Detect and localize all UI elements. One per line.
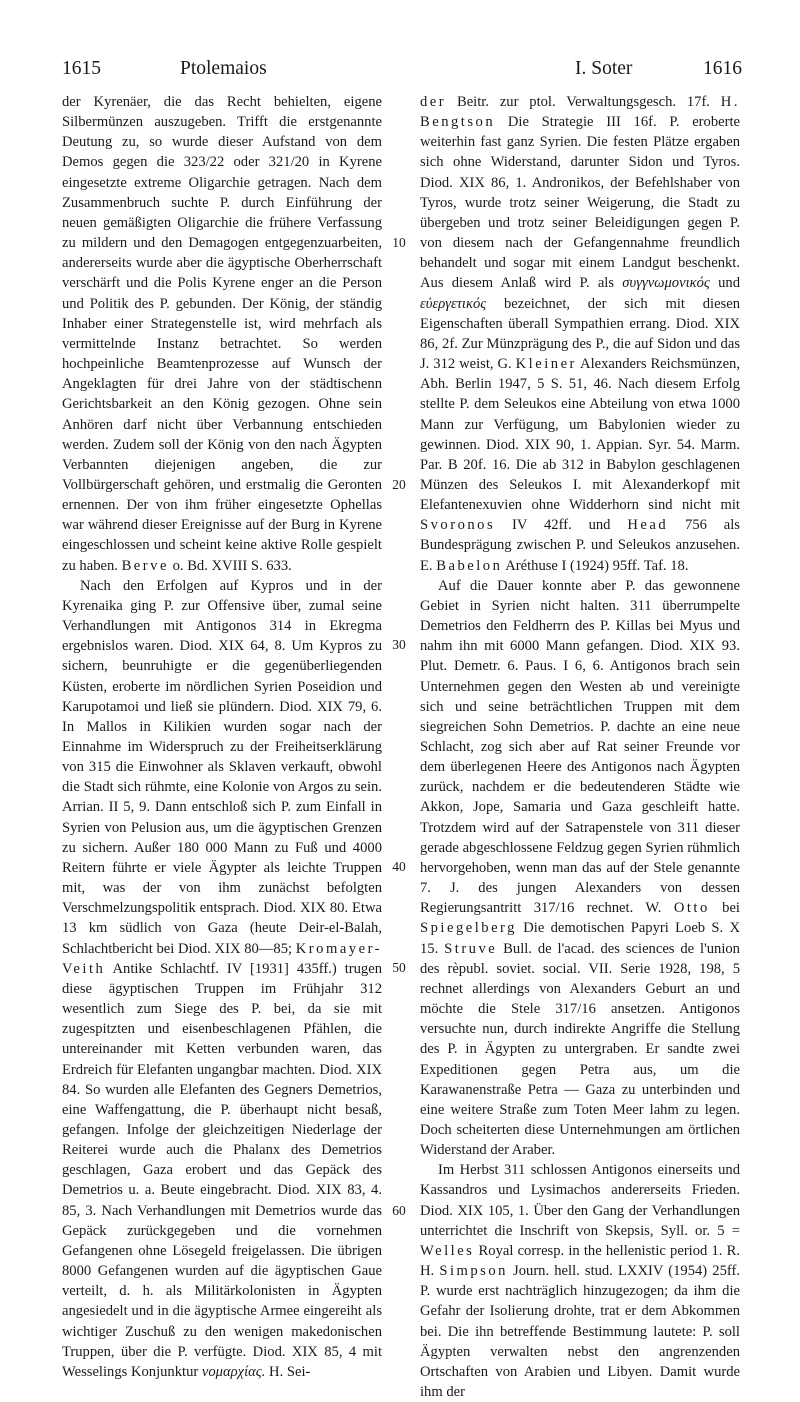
author-name: Otto [673, 900, 710, 917]
author-name: Babelon [436, 557, 503, 574]
running-title-left: Ptolemaios [180, 58, 267, 79]
author-name: Svoronos [420, 517, 496, 534]
left-column [62, 92, 382, 1382]
greek-term: νομαρχίας. [201, 1363, 266, 1380]
paragraph [62, 92, 382, 576]
author-name: Struve [444, 940, 498, 957]
paragraph-text: Aréthuse I (1924) 95ff. Taf. 18. [505, 557, 689, 574]
conjunction: und [718, 275, 740, 292]
author-name: H. Bengtson [420, 94, 740, 131]
author-name: Welles [420, 1242, 475, 1259]
right-column [420, 92, 740, 1402]
page-number-right: 1616 [703, 58, 742, 79]
paragraph [420, 92, 740, 576]
line-number: 40 [392, 859, 406, 874]
paragraph-text: Antike Schlachtf. IV [1931] 435ff.) trugen diese ägyptischen Truppen im Frühjahr 312 wesentlich zum Siege des P. bei, da sie mit zugespitzten und eisenbeschlagenen Pfählen, die untereinander mit Ketten verbunden waren, das Erdreich für Elefanten ungangbar machten. Diod. XIX 84. So wurden alle Elefanten des Gegners Demetrios, eine Waffengattung, die P. überhaupt nicht besaß, gefangen. Infolge der gleichzeitigen Niederlage der Reiterei wurde auch die Phalanx des Demetrios geschlagen, Gaza erobert und das Gepäck des Demetrios u. a. Beute eingebracht. Diod. XIX 83, 4. 85, 3. Nach Verhandlungen mit Demetrios wurde das Gepäck zurückgegeben und die vornehmen Gefangenen ohne Lösegeld freigelassen. Die übrigen 8000 Gefangenen wurden auf die ägyptischen Gaue verteilt, d. h. als Militärkolonisten in Ägypten angesiedelt und in die ägyptische Armee eingereiht als wichtiger Zuschuß zu den wenigen makedonischen Truppen, über die P. verfügte. Diod. XIX 85, 4 mit Wesselings Konjunktur [62, 960, 383, 1380]
author-name: H. Sei- [269, 1363, 311, 1380]
paragraph-text: Journ. hell. stud. LXXIV (1954) 25ff. P. wurde erst nachträglich hinzugezogen; da ihm die Gefahr der Isolierung drohte, trat er dem Abkommen bei. Die ihn betreffende Bestimmung lautete: P. soll Ägypten verwalten nebst den angrenzenden Ortschaften von Arabien und Libyen. Damit wurde ihm der [420, 1263, 740, 1400]
paragraph-text: Im Herbst 311 schlossen Antigonos einerseits und Kassandros und Lysimachos andererseits Frieden. Diod. XIX 105, 1. Über den Gang der Verhandlungen unterrichtet die Inschrift von Skepsis, Syll. or. 5 = [420, 1162, 740, 1239]
paragraph-text: Royal corresp. in the hellenistic period 1. R. H. [420, 1242, 741, 1280]
page-number-left: 1615 [62, 58, 101, 79]
author-name: Spiegelberg [420, 920, 517, 937]
paragraph-text: Auf die Dauer konnte aber P. das gewonnene Gebiet in Syrien nicht halten. 311 überrumpelte Demetrios den Feldherrn des P. Killas bei Myus und nahm ihn mit 6000 Mann gefangen. Diod. XIX 93. Plut. Demetr. 6. Paus. I 6, 6. Antigonos brach sein Unternehmen gegen den Westen ab und vereinigte sich und seine beträchtlichen Truppen mit dem siegreichen Sohn Demetrios. P. dachte an eine neue Schlacht, zog sich aber auf Rat seiner Freunde vor dem überlegenen Heere des Antigonos nach Ägypten zurück, nachdem er die bedeutenderen Städte wie Akkon, Jope, Samaria und Gaza geschleift hatte. Trotzdem wird auf der Satrapenstele von 311 dieser gerade abgeschlossene Feldzug gegen Syrien rühmlich hervorgehoben, wenn man das auf der Stele genannte 7. J. des jungen Alexanders von dessen Regierungsantritt 317/16 rechnet. W. [420, 577, 740, 917]
line-number: 30 [392, 637, 406, 652]
paragraph [420, 576, 740, 1161]
paragraph-text: Bull. de l'acad. des sciences de l'union des rèpubl. soviet. social. VII. Serie 1928, 198, 5 rechnet allerdings von Alexanders Geburt an und möchte die Stele 317/16 ansetzen. Antigonos versuchte nun, durch indirekte Angriffe die Stellung des P. in Ägypten zu untergraben. Er sandte zwei Expeditionen gegen Petra aus, um die Karawanenstraße Petra — Gaza zu unterbinden und eine weitere Straße zum Toten Meer lahm zu legen. Doch scheiterten diese Unternehmungen am örtlichen Widerstand der Araber. [420, 940, 740, 1159]
line-number: 50 [392, 960, 406, 975]
paragraph-text: Die demotischen Papyri Loeb S. X 15. [420, 920, 740, 957]
paragraph-text: IV 42ff. und [512, 517, 611, 534]
paragraph-text: bei [722, 900, 740, 917]
reference-text: o. Bd. XVIII S. 633. [172, 557, 292, 574]
author-name: Kleiner [515, 356, 577, 373]
paragraph-text: Die Strategie III 16f. P. eroberte weiterhin fast ganz Syrien. Die festen Plätze ergaben sich ohne Widerstand, darunter Sidon und Tyros. Diod. XIX 86, 1. Andronikos, der Befehlshaber von Tyros, wurde trotz seiner Weigerung, die Stadt zu übergeben und trotz seiner Beleidigungen gegen P. von diesem nach der Gefangennahme freundlich behandelt und sogar mit einem Landgut beschenkt. Aus diesem Anlaß wird P. als [420, 114, 740, 292]
greek-term: συγγνωμονικός [622, 275, 710, 292]
line-number: 10 [392, 235, 406, 250]
paragraph-text: Nach den Erfolgen auf Kypros und in der Kyrenaika ging P. zur Offensive über, zumal seine Verhandlungen mit Antigonos 314 in Ekregma ergebnislos waren. Diod. XIX 64, 8. Um Kypros zu sichern, beunruhigte er die gegenüberliegenden Küsten, eroberte im nördlichen Syrien Poseidion und Karupotamoi und ließ sie plündern. Diod. XIX 79, 6. In Mallos in Kilikien wurden sogar nach der Einnahme im Widerspruch zu der Freiheitserklärung von 315 die Einwohner als Sklaven verkauft, obwohl die Stadt sich rühmte, eine Kolonie von Argos zu sein. Arrian. II 5, 9. Dann entschloß sich P. zum Einfall in Syrien von Pelusion aus, um die ägyptischen Grenzen zu sichern. Außer 180 000 Mann zu Fuß und 4000 Reitern führte er viele Ägypter als leichte Truppen mit, was der von ihm zunächst befolgten Verschmelzungspolitik entsprach. Diod. XIX 80. Etwa 13 km südlich von Gaza (heute Deir-el-Balah, Schlachtbericht bei Diod. XIX 80—85; [62, 577, 382, 957]
page-header [62, 58, 742, 84]
paragraph-text: der Kyrenäer, die das Recht behielten, eigene Silbermünzen auszugeben. Trifft die erstgenannte Deutung zu, so wurde dieser Aufstand von dem Demos gegen die 323/22 oder 321/20 in Kyrene eingesetzte extreme Oligarchie getragen. Nach dem Zusammenbruch suchte P. durch Einführung der neuen gemäßigten Oligarchie die frühere Verfassung zu mildern und den Demagogen entgegenzuarbeiten, andererseits wurde aber die ägyptische Oberherrschaft verschärft und die Polis Kyrene enger an die Person und Politik des P. gebunden. Der König, der ständig Inhaber einer Strategenstelle ist, wird mehrfach als vermittelnde Instanz betrachtet. So werden hochpeinliche Beamtenprozesse auf Wunsch der Angeklagten für drei Jahre von der städtischenn Gerichtsbarkeit an den König gezogen. Ohne sein Anhören darf nicht über Verbannung entschieden werden. Zudem soll der König von den nach Ägypten Verbannten diejenigen angeben, die zur Vollbürgerschaft gehören, und erstmalig die Geronten ernennen. Der von ihm früher eingesetzte Ophellas war während dieser Ereignisse auf der Burg in Kyrene eingeschlossen und scheint keine aktive Rolle gespielt zu haben. [62, 94, 382, 574]
paragraph [420, 1160, 740, 1402]
greek-term: εὐεργετικός [420, 295, 487, 312]
author-name: Kromayer-Veith [62, 940, 382, 977]
line-number: 20 [392, 477, 406, 492]
paragraph-text: Alexanders Reichsmünzen, Abh. Berlin 1947, 5 S. 51, 46. Nach diesem Erfolg stellte P. dem Seleukos eine Abteilung von etwa 1000 Mann zur Verfügung, um Babylonien wieder zu gewinnen. Diod. XIX 90, 1. Appian. Syr. 54. Marm. Par. B 20f. 16. Die ab 312 in Babylon geschlagenen Münzen des Seleukos I. mit Alexanderkopf mit Elefantenexuvien ohne Widderhorn sind nicht mit [420, 356, 741, 514]
author-name: Head [627, 517, 669, 534]
paragraph-text: Beitr. zur ptol. Verwaltungsgesch. 17f. [456, 94, 710, 110]
author-name: der [420, 94, 447, 110]
paragraph-text: bezeichnet, der sich mit diesen Eigenschaften überall Sympathien errang. Diod. XIX 86, 2f. Zur Münzprägung des P., die auf Sidon und das J. 312 weist, G. [420, 295, 741, 373]
running-title-right: I. Soter [575, 58, 633, 79]
paragraph-text: 756 als Bundesprägung zwischen P. und Seleukos anzusehen. E. [420, 517, 740, 574]
line-number: 60 [392, 1203, 406, 1218]
paragraph [62, 576, 382, 1382]
author-name: Berve [121, 557, 169, 574]
author-name: Simpson [439, 1263, 508, 1280]
